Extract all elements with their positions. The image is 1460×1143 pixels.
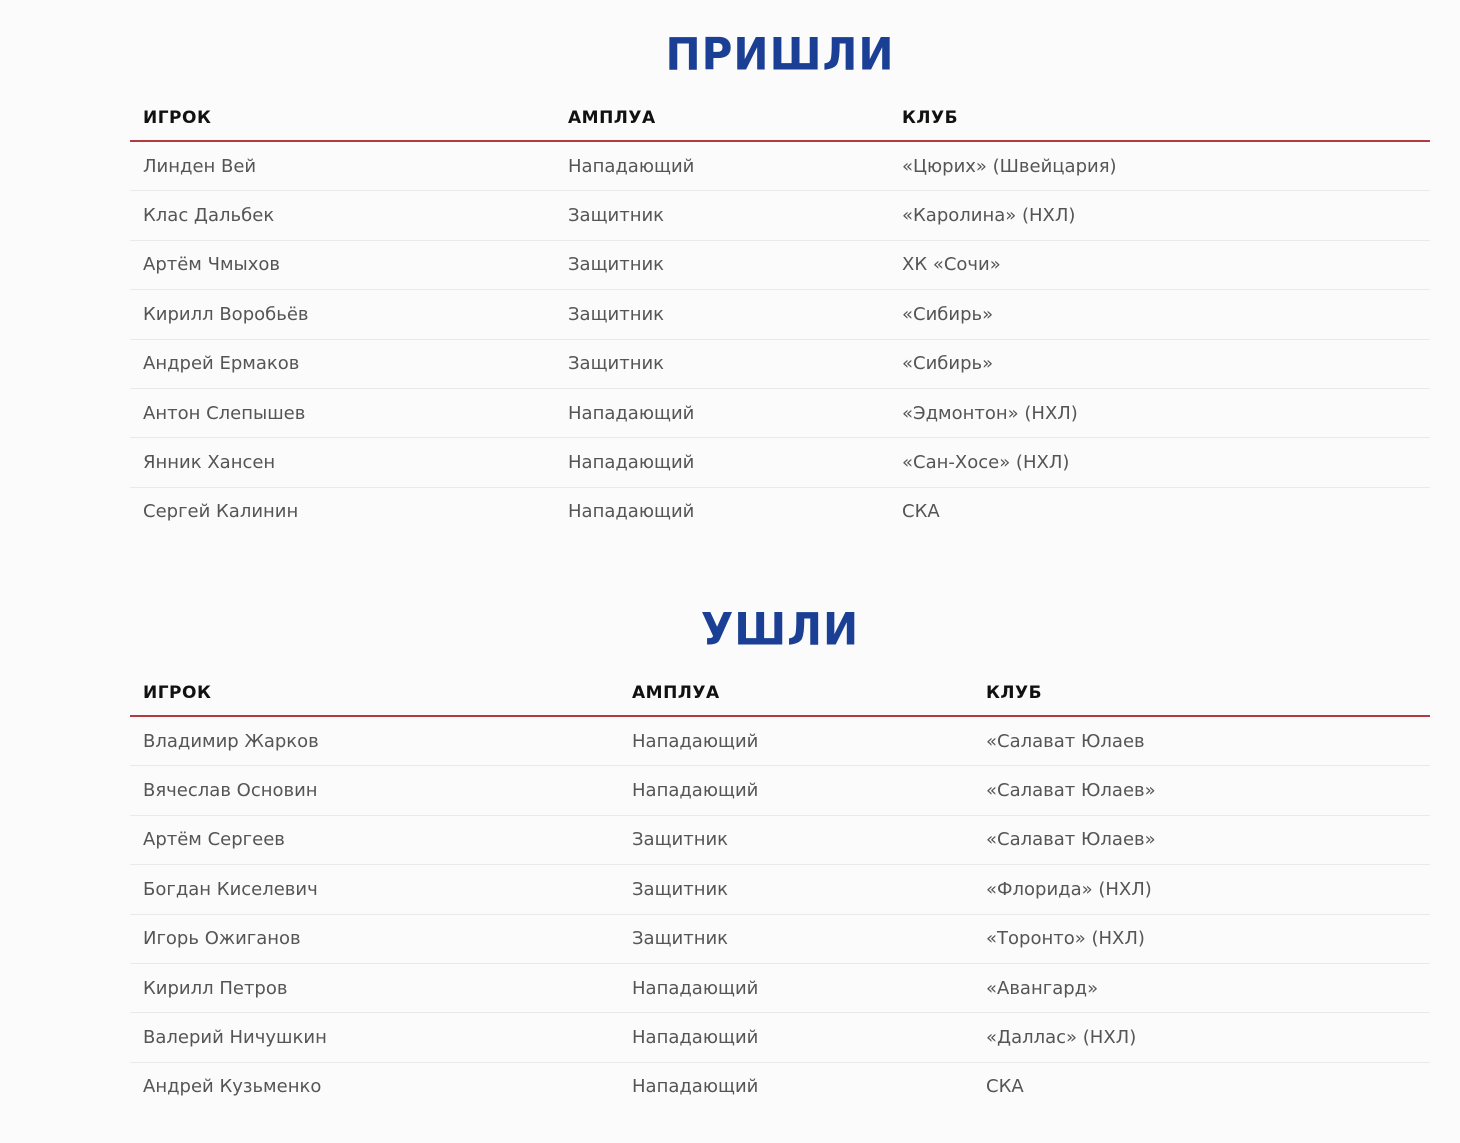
cell-position: Защитник xyxy=(568,353,665,375)
cell-club: «Салават Юлаев» xyxy=(986,780,1156,802)
cell-position: Защитник xyxy=(568,205,665,227)
table-row xyxy=(130,389,1430,438)
cell-position: Нападающий xyxy=(632,1076,759,1098)
cell-club: «Авангард» xyxy=(986,977,1099,999)
cell-position: Защитник xyxy=(632,878,729,900)
cell-player: Сергей Калинин xyxy=(143,501,299,523)
cell-player: Клас Дальбек xyxy=(143,205,275,227)
cell-position: Защитник xyxy=(568,254,665,276)
table-row xyxy=(130,290,1430,339)
cell-player: Кирилл Петров xyxy=(143,977,288,999)
cell-player: Игорь Ожиганов xyxy=(143,928,301,950)
arrived-table-body xyxy=(130,142,1430,536)
table-row xyxy=(130,915,1430,964)
cell-club: «Сан-Хосе» (НХЛ) xyxy=(902,452,1070,474)
cell-position: Нападающий xyxy=(632,730,759,752)
table-row xyxy=(130,241,1430,290)
cell-player: Артём Сергеев xyxy=(143,829,285,851)
table-row xyxy=(130,766,1430,815)
cell-club: «Салават Юлаев» xyxy=(986,829,1156,851)
cell-position: Нападающий xyxy=(568,501,695,523)
cell-position: Нападающий xyxy=(632,977,759,999)
table-row xyxy=(130,488,1430,536)
cell-club: СКА xyxy=(902,501,940,523)
cell-position: Нападающий xyxy=(568,402,695,424)
cell-club: «Каролина» (НХЛ) xyxy=(902,205,1076,227)
cell-club: «Эдмонтон» (НХЛ) xyxy=(902,402,1078,424)
cell-player: Линден Вей xyxy=(143,155,257,177)
header-player: ИГРОК xyxy=(143,108,212,128)
cell-club: «Сибирь» xyxy=(902,353,994,375)
cell-club: «Цюрих» (Швейцария) xyxy=(902,155,1117,177)
cell-club: СКА xyxy=(986,1076,1024,1098)
cell-position: Нападающий xyxy=(632,780,759,802)
header-position: АМПЛУА xyxy=(568,108,656,128)
table-row xyxy=(130,438,1430,487)
cell-player: Владимир Жарков xyxy=(143,730,319,752)
cell-position: Защитник xyxy=(632,829,729,851)
cell-club: «Даллас» (НХЛ) xyxy=(986,1027,1137,1049)
cell-player: Андрей Кузьменко xyxy=(143,1076,322,1098)
cell-player: Артём Чмыхов xyxy=(143,254,281,276)
table-row xyxy=(130,964,1430,1013)
departed-table-header xyxy=(130,671,1430,717)
cell-player: Богдан Киселевич xyxy=(143,878,318,900)
table-row xyxy=(130,816,1430,865)
departed-table xyxy=(130,671,1430,1111)
table-row xyxy=(130,1013,1430,1062)
arrived-table-header xyxy=(130,96,1430,142)
table-row xyxy=(130,1063,1430,1111)
cell-player: Валерий Ничушкин xyxy=(143,1027,327,1049)
departed-table-body xyxy=(130,717,1430,1111)
header-club: КЛУБ xyxy=(902,108,959,128)
table-row xyxy=(130,340,1430,389)
cell-player: Кирилл Воробьёв xyxy=(143,303,309,325)
header-player: ИГРОК xyxy=(143,683,212,703)
cell-club: «Сибирь» xyxy=(902,303,994,325)
cell-position: Защитник xyxy=(632,928,729,950)
cell-position: Нападающий xyxy=(632,1027,759,1049)
table-row xyxy=(130,191,1430,240)
cell-position: Защитник xyxy=(568,303,665,325)
arrived-title: ПРИШЛИ xyxy=(665,28,895,81)
cell-club: «Салават Юлаев xyxy=(986,730,1145,752)
cell-player: Антон Слепышев xyxy=(143,402,306,424)
table-row xyxy=(130,865,1430,914)
cell-position: Нападающий xyxy=(568,452,695,474)
header-club: КЛУБ xyxy=(986,683,1043,703)
cell-position: Нападающий xyxy=(568,155,695,177)
departed-title: УШЛИ xyxy=(700,603,860,656)
header-position: АМПЛУА xyxy=(632,683,720,703)
cell-club: ХК «Сочи» xyxy=(902,254,1001,276)
cell-club: «Торонто» (НХЛ) xyxy=(986,928,1145,950)
table-row xyxy=(130,717,1430,766)
cell-player: Андрей Ермаков xyxy=(143,353,300,375)
cell-club: «Флорида» (НХЛ) xyxy=(986,878,1152,900)
cell-player: Янник Хансен xyxy=(143,452,276,474)
cell-player: Вячеслав Основин xyxy=(143,780,318,802)
arrived-table xyxy=(130,96,1430,536)
table-row xyxy=(130,142,1430,191)
